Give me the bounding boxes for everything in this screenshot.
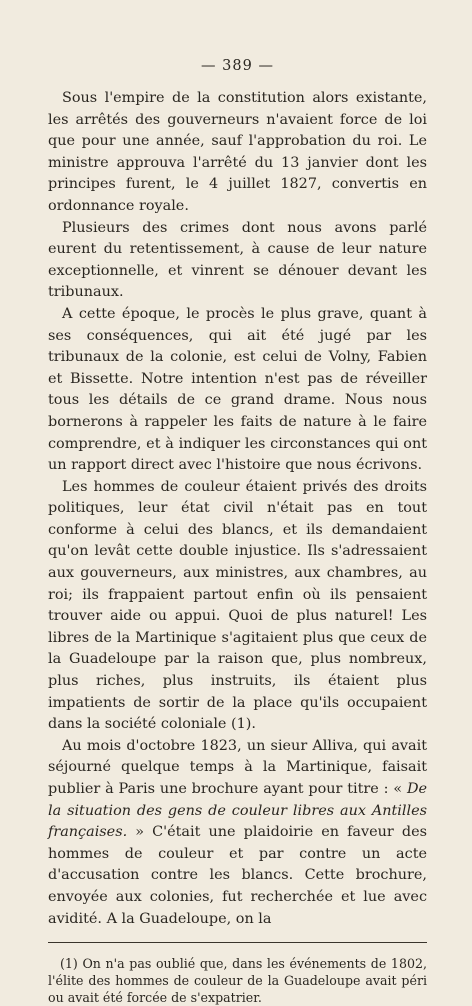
paragraph-2: Plusieurs des crimes dont nous avons parlé eurent du retentissement, à cause de leur nature exceptionnelle, et vinrent se dénouer devant les tribunaux. [48, 219, 427, 301]
footnote-text: (1) On n'a pas oublié que, dans les événements de 1802, l'élite des hommes de couleur de la Guadeloupe avait péri ou avait été forcée de s'expatrier. [48, 956, 427, 1006]
paragraph-4: Les hommes de couleur étaient privés des droits politiques, leur état civil n'était pas en tout conforme à celui des blancs, et ils demandaient qu'on levât cette double injustice. Ils s'adressaient aux gouverneurs, aux ministres, aux chambres, au roi; ils frappaient partout enfin où ils pensaient trouver aide ou appui. Quoi de plus naturel! Les libres de la Martinique s'agitaient plus que ceux de la Guadeloupe par la raison que, plus nombreux, plus riches, plus instruits, ils étaient plus impatients de sortir de la place qu'ils occupaient dans la société coloniale (1). [48, 478, 427, 733]
paragraph-1: Sous l'empire de la constitution alors existante, les arrêtés des gouverneurs n'avaient force de loi que pour une année, sauf l'approbation du roi. Le ministre approuva l'arrêté du 13 janvier dont les principes furent, le 4 juillet 1827, convertis en ordonnance royale. [48, 90, 427, 214]
paragraph-5-before-title: Au mois d'octobre 1823, un sieur Alliva, qui avait séjourné quelque temps à la Martinique, faisait publier à Paris une brochure ayant pour titre : « [48, 737, 427, 797]
paragraph-5 [48, 736, 427, 930]
paragraph-3: A cette époque, le procès le plus grave, quant à ses conséquences, qui ait été jugé par les tribunaux de la colonie, est celui de Volny, Fabien et Bissette. Notre intention n'est pas de réveiller tous les détails de ce grand drame. Nous nous bornerons à rappeler les faits de nature à le faire comprendre, et à indiquer les circonstances qui ont un rapport direct avec l'histoire que nous écrivons. [48, 305, 427, 474]
footnote-divider [48, 942, 427, 943]
page-number: — 389 — [201, 58, 274, 74]
brochure-title: De la situation des gens de couleur libres aux Antilles françaises. [48, 781, 427, 841]
footnote [48, 955, 427, 1006]
paragraph-5-after-title: » C'était une plaidoirie en faveur des hommes de couleur et par contre un acte d'accusation contre les blancs. Cette brochure, envoyée aux colonies, fut recherchée et lue avec avidité. A la Guadeloupe, on la [48, 824, 427, 927]
main-text [48, 88, 427, 930]
